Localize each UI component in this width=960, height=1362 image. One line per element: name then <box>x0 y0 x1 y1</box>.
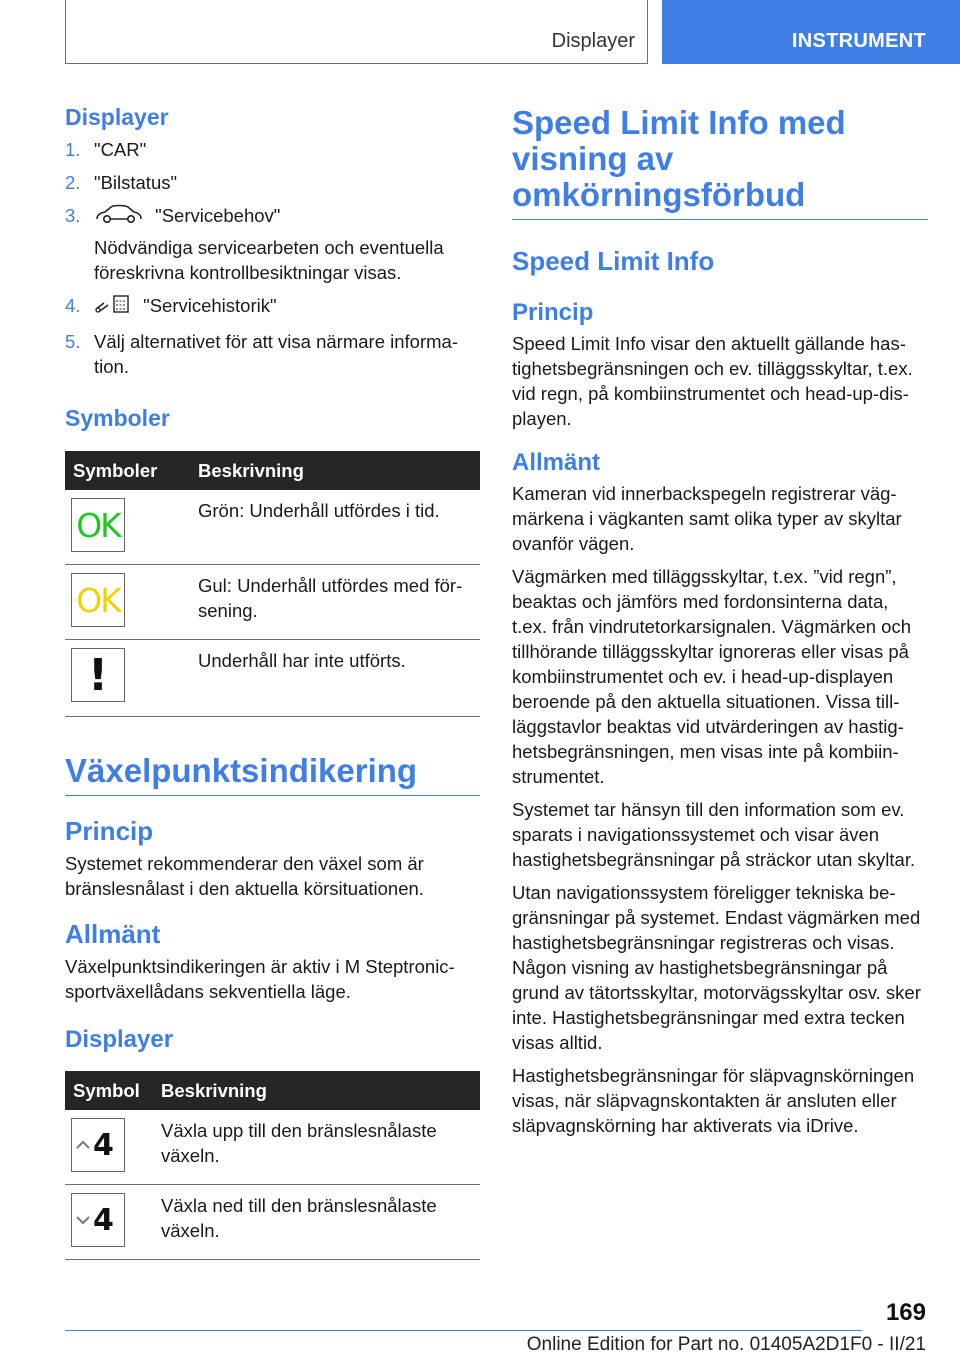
table-row <box>65 1185 480 1260</box>
right-column <box>512 100 928 1138</box>
displayer-heading: Displayer <box>65 104 169 130</box>
princip-text: Systemet rekommenderar den växel som är bränslesnålast i den aktuella körsituationen. <box>65 853 424 900</box>
header-chapter-label: INSTRUMENT <box>791 30 926 52</box>
step-number: 1. <box>65 139 81 160</box>
allmant-heading-right: Allmänt <box>512 449 601 476</box>
step-text: "Bilstatus" <box>94 172 178 193</box>
table-cell: Grön: Underhåll utfördes i tid. <box>190 490 480 565</box>
table-cell: Underhåll har inte utförts. <box>190 640 480 717</box>
exclamation-icon: ! <box>71 648 125 702</box>
displayer-heading-2: Displayer <box>65 1026 174 1054</box>
table-header: Symboler <box>65 451 190 490</box>
list-item <box>65 137 480 162</box>
speed-limit-main-heading: Speed Limit Info med visning av omkörningsförbud <box>512 105 928 220</box>
paragraph: Kameran vid innerbackspegeln registrerar vägmärkena i vägkanten samt olika typer av skyltar ovanför vägen. <box>512 483 902 554</box>
left-column <box>65 100 480 1260</box>
gear-indicator-heading: Växelpunktsindikering <box>65 753 480 796</box>
table-cell: Gul: Underhåll utfördes med försening. <box>190 565 480 640</box>
footer-edition: Online Edition for Part no. 01405A2D1F0 - II/21 <box>526 1334 926 1355</box>
list-item <box>65 329 480 379</box>
footer-divider <box>65 1330 862 1331</box>
list-item <box>65 203 480 285</box>
table-header: Beskrivning <box>153 1071 480 1110</box>
ok-yellow-icon: OK <box>71 573 125 627</box>
paragraph: Vägmärken med tilläggsskyltar, t.ex. ”vid regn”, beaktas och jämförs med fordonsinterna data, t.ex. från vindrutetorkarsignalen. Vägmärken och tillhörande tilläggsskyltar ignoreras eller visas på kombiinstrumentet och ev. i head-up-displayen beroende på den aktuella situationen. Vissa tillläggstavlor beaktas vid utvärderingen av hastighetsbegränsningen, men visas inte på kombiinstrumentet. <box>512 566 911 787</box>
gear-table <box>65 1071 480 1260</box>
table-cell: Växla upp till den bränslesnålaste växeln. <box>153 1110 480 1185</box>
service-history-icon <box>94 293 132 321</box>
allmant-heading: Allmänt <box>65 919 161 950</box>
gear-down-4-icon: 4 <box>71 1193 125 1247</box>
header-section-label: Displayer <box>551 30 635 52</box>
princip-heading-right: Princip <box>512 299 594 326</box>
paragraph: Hastighetsbegränsningar för släpvagnskörningen visas, när släpvagnskontakten är ansluten eller släpvagnskörning har aktiverats via iDrive. <box>512 1065 915 1136</box>
step-note: Nödvändiga servicearbeten och eventuella föreskrivna kontrollbesiktningar visas. <box>94 237 444 284</box>
ok-green-icon: OK <box>71 498 125 552</box>
car-outline-icon <box>94 203 144 231</box>
steps-list <box>65 137 480 379</box>
list-item <box>65 293 480 321</box>
step-text: "Servicehistorik" <box>143 295 277 317</box>
step-text: "CAR" <box>94 139 147 160</box>
table-header: Beskrivning <box>190 451 480 490</box>
table-row <box>65 640 480 717</box>
page-number: 169 <box>885 1299 926 1326</box>
allmant-text: Växelpunktsindikeringen är aktiv i M Steptronic-sportväxellådans sekventiella läge. <box>65 956 455 1003</box>
princip-heading: Princip <box>65 816 154 847</box>
step-number: 5. <box>65 331 81 353</box>
step-number: 2. <box>65 172 81 193</box>
table-row <box>65 1110 480 1185</box>
princip-text-right: Speed Limit Info visar den aktuellt gällande hastighetsbegränsningen och ev. tilläggsskyltar, t.ex. vid regn, på kombiinstrumentet och head-up-displayen. <box>512 333 913 429</box>
table-header: Symbol <box>65 1071 153 1110</box>
paragraph: Systemet tar hänsyn till den information som ev. sparats i navigationssystemet och visar även hastighetsbegränsningar på sträckor utan skyltar. <box>512 799 916 870</box>
speed-limit-sub-heading: Speed Limit Info <box>512 246 715 276</box>
list-item <box>65 170 480 195</box>
header-section-box <box>65 0 648 64</box>
table-row <box>65 565 480 640</box>
table-cell: Växla ned till den bränslesnålaste växeln. <box>153 1185 480 1260</box>
step-text: "Servicebehov" <box>155 205 281 226</box>
step-text: Välj alternativet för att visa närmare information. <box>94 331 458 378</box>
table-row <box>65 490 480 565</box>
gear-up-4-icon: 4 <box>71 1118 125 1172</box>
step-number: 3. <box>65 205 81 226</box>
paragraph: Utan navigationssystem föreligger tekniska begränsningar på systemet. Endast vägmärken med hastighetsbegränsningar registreras och visas. Någon visning av hastighetsbegränsningar på grund av tätortsskyltar, motorvägsskyltar osv. sker inte. Hastighetsbegränsningar med extra tecken visas alltid. <box>512 882 921 1053</box>
header-chapter-tab[interactable] <box>662 0 960 64</box>
symbols-heading: Symboler <box>65 405 170 432</box>
symbols-table <box>65 451 480 717</box>
step-number: 4. <box>65 295 81 317</box>
